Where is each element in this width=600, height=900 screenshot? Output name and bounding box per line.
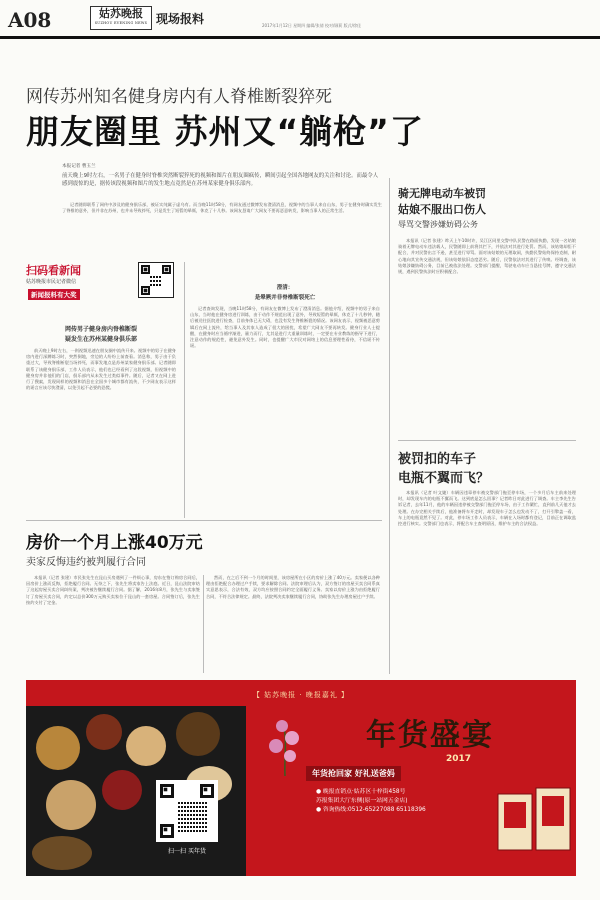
side-story-1-headline-2: 姑娘不服出口伤人 [398,203,486,216]
page-number: A08 [8,8,52,32]
ad-year: 2017 [446,754,472,764]
lead-headline: 朋友圈里 苏州又“躺枪”了 [26,112,424,151]
qr-pattern [150,274,162,286]
ad-qr-code-icon[interactable] [156,780,218,842]
side-story-2-body [398,490,576,672]
video-caption-1: 网传男子健身房内脊椎断裂 [64,326,137,333]
side-story-2-headline-2: 电瓶不翼而飞？ [398,471,490,486]
ad-hotline: ● 咨询热线:0512-65227088 65118396 [316,807,426,813]
side-story-1-body [398,238,576,438]
lead-subheadline: 网传苏州知名健身房内有人脊椎断裂猝死 [26,87,332,107]
side-story-1-headline-1: 骑无牌电动车被罚 [398,187,486,200]
housing-body-left [26,575,200,673]
gift-box-icon [496,784,572,854]
qr-finder [160,784,174,798]
qr-code-icon[interactable] [138,262,174,298]
section-title: 现场报料 [156,12,205,26]
qr-finder [162,265,171,274]
qr-finder [200,784,214,798]
scan-title: 扫码看新闻 [26,264,81,277]
housing-paragraph-mid: 然而，在之后不到一个月的时间里，该房屋所在小区的房价上涨了40万元。卖家便以各种理由拒绝配合办理过户手续，要求解除合同。法院审理后认为，双方签订的房屋买卖合同系真实意思表示，合法有效，双方均应按照合同约定全面履行义务。卖家以房价上涨为由拒绝履行合同，不符合法律规定。最终，法院判决卖家继续履行合同，协助张先生办理房屋过户手续。 [206,575,380,599]
housing-headline: 房价一个月上涨40万元 [26,533,203,553]
scan-box [26,262,176,310]
paper-logo [90,6,152,30]
orchid-icon [262,716,308,776]
side-story-2-headline-1: 被罚扣的车子 [398,452,477,467]
ad-address-2: 苏报集团大厅东侧(原一站网五金店) [316,798,408,804]
mid-caption-1: 澄清： [276,285,294,291]
paper-name: 姑苏晚报 [99,7,143,20]
story-divider [398,440,576,441]
food-item [176,712,220,756]
qr-finder [141,265,150,274]
qr-finder [141,286,150,295]
side-story-2-paragraph: 本报讯（记者 叶文婕）车辆因违章停车被交警部门拖至停车场，一个多月后车主前来处理时，却发现车内的电瓶不翼而飞。这到底是怎么回事？记者昨日对此进行了调查。车主李先生告诉记者，去年11月，他的车辆因违停被交警部门拖至停车场，由于工作繁忙，直到前几天他才去处理。在办完相关手续后，他准备将车开走时，却发现车子怎么也发动不了，打开引擎盖一看，车上的电瓶竟然不见了。对此，停车场工作人员表示，车辆在入场时都有登记，目前正在调取监控进行核实。交警部门也表示，将配合车主查明原因，维护车主的合法权益。 [398,490,576,527]
food-item [126,726,166,766]
food-item [86,714,122,750]
video-caption-2: 疑发生在苏州某健身俱乐部 [64,336,137,343]
column-divider [184,262,185,518]
lead-body-intro [62,202,382,252]
scan-description: 姑苏晚报市民记者微信 [26,279,77,285]
lead-mid-column [190,306,380,516]
story-divider [26,520,382,521]
column-divider [203,575,204,673]
ad-banner: 【 姑苏晚报 · 晚报嘉礼 】 [252,691,350,699]
food-item [36,726,80,770]
housing-paragraph-left: 本报讯（记者 张建）市民张先生在昆山买房遇到了一件烦心事，房东在签订购房合同后，因房价上涨而反悔，拒绝履行合同。无奈之下，张先生将卖家告上法庭。近日，昆山法院审结了这起房屋买卖合同纠纷案，判决被告继续履行合同。据了解，2016年8月，张先生与卖家签订了房屋买卖合同，约定以总价300万元购买卖家位于昆山的一套房屋。合同签订后，张先生按约支付了定金。 [26,575,200,605]
mid-caption-2: 是晕厥并非脊椎断裂死亡 [254,295,316,301]
food-item [32,836,92,870]
paper-name-en: SUZHOU EVENING NEWS [94,21,148,25]
food-item [46,780,96,830]
ad-title: 年货盛宴 [366,718,494,753]
side-story-1-paragraph: 本报讯（记者 张建）昨天上午10时许，吴江区同里交警中队民警在路面执勤，发现一名姑娘骑着无牌电动车违法载人，民警随即上前将其拦下，并依法对其进行处罚。然而，该姑娘却拒不配合，并对民警出言不逊，甚至进行辱骂。面对该姑娘的无理取闹，执勤民警始终保持克制，耐心地向其宣传交通法规，但该姑娘依旧态度恶劣。随后，民警依法对其进行了传唤。经调查，该姑娘涉嫌妨碍公务，目前已被依法处理。交警部门提醒，驾驶电动车应当悬挂号牌，遵守交通法规，遇到民警执法时应积极配合。 [398,238,576,275]
side-story-1-subheadline: 辱骂交警涉嫌妨碍公务 [398,220,478,229]
column-divider [389,178,390,674]
qr-finder [160,824,174,838]
header-meta: 2017年1月12日 星期四 编辑/张倩 校对/顾莉 版式/徐佳 [262,23,361,28]
ad-slogan: 年货抢回家 好礼送爸妈 [306,766,401,781]
food-item [102,770,142,810]
lead-left-column [26,348,176,516]
lead-body-paragraph: 记者随即联系了网传中涉及的健身俱乐部，被证实纯属子虚乌有。而当晚11时58分，有网友通过微博发布澄清消息，视频中的当事人来自山东，男子在健身时确实发生了脊椎的意外，但并非在苏州，也并未导致猝死，只是发生了短暂的晕厥，休克了十几秒。该网友恳请广大网友不要再恶意转发，影响当事人的正常生活。 [62,202,382,214]
advertisement[interactable] [26,680,576,876]
left-column-paragraph: 前天晚上9时左右，一则视频迅速在朋友圈中流传开来。视频中的男子在健身房内进行深蹲练习时，突然倒地，旁边的人纷纷上前查看。消息称，男子由于负重过大，导致脊椎断裂当场猝死，而事发地点是苏州某家健身俱乐部。记者随即联系了该健身俱乐部，工作人员表示，他们也已经看到了这段视频，但视频中的健身房并非他们的门店，俱乐部内从未发生过类似事件。随后，记者又在网上进行了搜索，发现同样的视频和消息在全国多个城市都有流传，不少网友表示这样的谣言应该尽快澄清，以免引起不必要的恐慌。 [26,348,176,391]
header-divider [0,36,600,39]
housing-body-mid [206,575,380,673]
mid-column-paragraph: 记者查询发现，当晚11时58分，有网友在微博上发布了澄清消息。据他介绍，视频中的男子来自山东，当时他在健身房进行训练，由于动作不规范出现了意外，导致短暂的晕厥，休克了十几秒钟，随后被送往医院进行检查，目前身体已无大碍，也没有发生脊椎断裂的情况。该网友表示，视频被恶意剪辑后在网上流传，给当事人及其家人造成了很大的困扰，希望广大网友不要再转发。健身行业人士提醒，在健身时应当循序渐进，量力而行，尤其是进行大重量训练时，一定要在专业教练的指导下进行，注意动作的规范性，避免意外发生。同时，也提醒广大市民对网络上的信息要理性看待，不信谣不传谣。 [190,306,380,349]
ad-address-1: ● 晚报直销点·姑苏区十梓街458号 [316,789,406,795]
scan-tag: 新闻报料有大奖 [28,289,80,300]
qr-pattern [178,802,208,832]
ad-qr-caption: 扫一扫 买年货 [168,848,206,855]
housing-subheadline: 卖家反悔违约被判履行合同 [26,557,146,568]
lead-intro: 前天晚上9时左右，一名男子在健身时脊椎突然断裂猝死的视频和图片在朋友圈疯传，瞬间引起全国各地网友的关注和讨论。而最令人感到震惊的是，据传该段视频和图片的发生地点竟然是在苏州某家健身俱乐部内。 [62,173,379,187]
lead-byline: 本报记者 曹玉兰 [62,164,96,169]
